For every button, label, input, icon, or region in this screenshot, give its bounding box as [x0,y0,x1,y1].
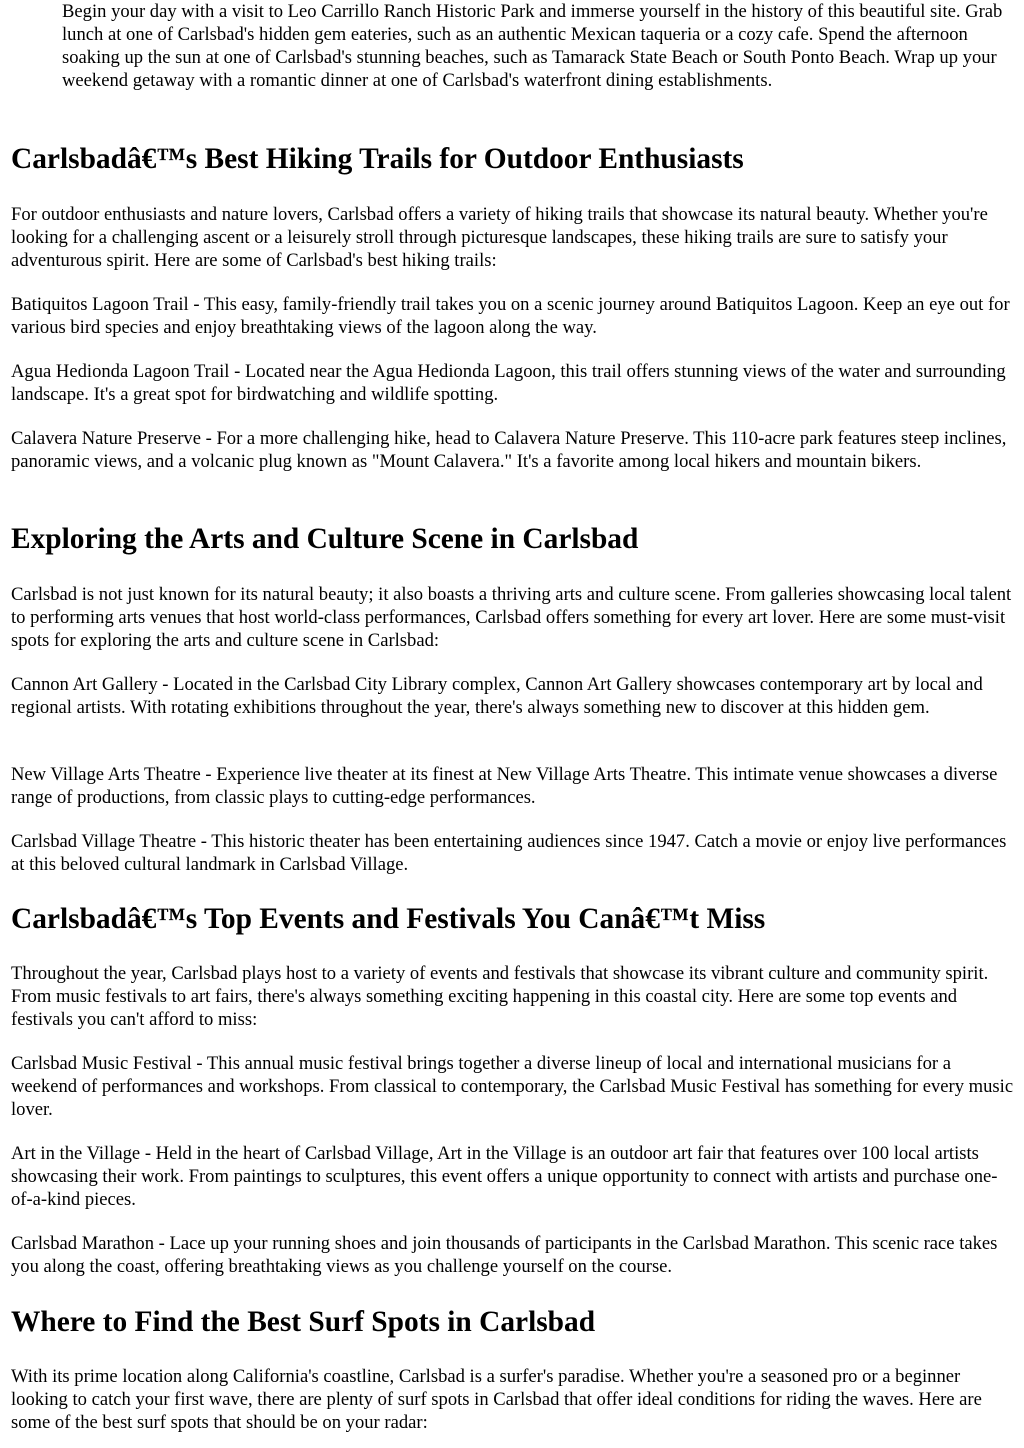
paragraph: Carlsbad Village Theatre - This historic theater has been entertaining audiences since 1947. Catch a movie or enjoy live performances at this beloved cultural landmark in Carlsbad Village. [11,831,1007,875]
paragraph: Batiquitos Lagoon Trail - This easy, family-friendly trail takes you on a scenic journey around Batiquitos Lagoon. Keep an eye out for various bird species and enjoy breathtaking views of the lagoon along the way. [11,294,1010,338]
paragraph: Calavera Nature Preserve - For a more challenging hike, head to Calavera Nature Preserve. This 110-acre park features steep inclines, panoramic views, and a volcanic plug known as "Mount Calavera." It's a favorite among local hikers and mountain bikers. [11,428,1007,472]
section-heading-events: Carlsbadâ€™s Top Events and Festivals You Canâ€™t Miss [11,903,766,935]
paragraph: Agua Hedionda Lagoon Trail - Located near the Agua Hedionda Lagoon, this trail offers stunning views of the water and surrounding landscape. It's a great spot for birdwatching and wildlife spotting. [11,361,1006,405]
paragraph: With its prime location along California's coastline, Carlsbad is a surfer's paradise. Whether you're a seasoned pro or a beginner looking to catch your first wave, there are plenty of surf spots in Carlsbad that offer ideal conditions for riding the waves. Here are some of the best surf spots that should be on your radar: [11,1366,982,1433]
paragraph: Throughout the year, Carlsbad plays host to a variety of events and festivals that showcase its vibrant culture and community spirit. From music festivals to art fairs, there's always something exciting happening in this coastal city. Here are some top events and festivals you can't afford to miss: [11,963,989,1030]
section-heading-hiking: Carlsbadâ€™s Best Hiking Trails for Outdoor Enthusiasts [11,143,744,175]
paragraph: New Village Arts Theatre - Experience live theater at its finest at New Village Arts Theatre. This intimate venue showcases a diverse range of productions, from classic plays to cutting-edge performances. [11,764,998,808]
paragraph: Carlsbad is not just known for its natural beauty; it also boasts a thriving arts and culture scene. From galleries showcasing local talent to performing arts venues that host world-class performances, Carlsbad offers something for every art lover. Here are some must-visit spots for exploring the arts and culture scene in Carlsbad: [11,584,1012,651]
paragraph: For outdoor enthusiasts and nature lovers, Carlsbad offers a variety of hiking trails that showcase its natural beauty. Whether you're looking for a challenging ascent or a leisurely stroll through picturesque landscapes, these hiking trails are sure to satisfy your adventurous spirit. Here are some of Carlsbad's best hiking trails: [11,204,988,271]
section-heading-arts: Exploring the Arts and Culture Scene in Carlsbad [11,523,639,555]
paragraph: Carlsbad Marathon - Lace up your running shoes and join thousands of participants in the Carlsbad Marathon. This scenic race takes you along the coast, offering breathtaking views as you challenge yourself on the course. [11,1233,998,1277]
paragraph: Art in the Village - Held in the heart of Carlsbad Village, Art in the Village is an outdoor art fair that features over 100 local artists showcasing their work. From paintings to sculptures, this event offers a unique opportunity to connect with artists and purchase one-of-a-kind pieces. [11,1143,998,1210]
section-heading-surf: Where to Find the Best Surf Spots in Carlsbad [11,1306,596,1338]
paragraph: Cannon Art Gallery - Located in the Carlsbad City Library complex, Cannon Art Gallery showcases contemporary art by local and regional artists. With rotating exhibitions throughout the year, there's always something new to discover at this hidden gem. [11,674,983,718]
intro-paragraph: Begin your day with a visit to Leo Carrillo Ranch Historic Park and immerse yourself in the history of this beautiful site. Grab lunch at one of Carlsbad's hidden gem eateries, such as an authentic Mexican taqueria or a cozy cafe. Spend the afternoon soaking up the sun at one of Carlsbad's stunning beaches, such as Tamarack State Beach or South Ponto Beach. Wrap up your weekend getaway with a romantic dinner at one of Carlsbad's waterfront dining establishments. [62,1,1003,91]
paragraph: Carlsbad Music Festival - This annual music festival brings together a diverse lineup of local and international musicians for a weekend of performances and workshops. From classical to contemporary, the Carlsbad Music Festival has something for every music lover. [11,1053,1014,1120]
